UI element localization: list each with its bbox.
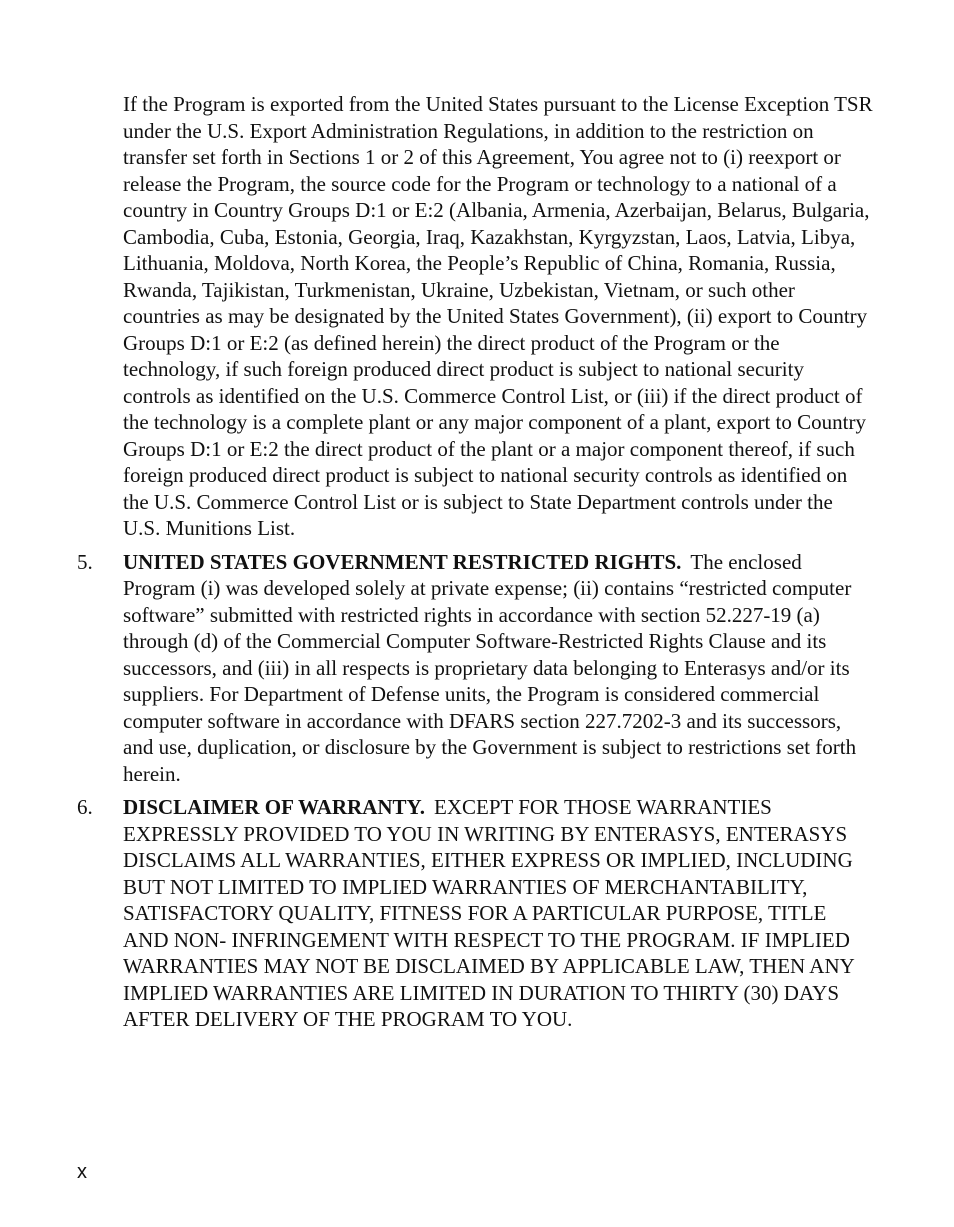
section-body: EXCEPT FOR THOSE WARRANTIES EXPRESSLY PROVIDED TO YOU IN WRITING BY ENTERASYS, ENTERASYS DISCLAIMS ALL WARRANTIES, EITHER EXPRESS OR IMPLIED, INCLUDING BUT NOT LIMITED TO IMPLIED WARRANTIES OF MERCHANTABILITY, SATISFACTORY QUALITY, FITNESS FOR A PARTICULAR PURPOSE, TITLE AND NON- INFRINGEMENT WITH RESPECT TO THE PROGRAM. IF IMPLIED WARRANTIES MAY NOT BE DISCLAIMED BY APPLICABLE LAW, THEN ANY IMPLIED WARRANTIES ARE LIMITED IN DURATION TO THIRTY (30) DAYS AFTER DELIVERY OF THE PROGRAM TO YOU.: [123, 795, 855, 1031]
section-heading: UNITED STATES GOVERNMENT RESTRICTED RIGHTS.: [123, 549, 682, 574]
section-6-disclaimer-of-warranty: [77, 794, 875, 1033]
page-number: x: [77, 1161, 87, 1183]
section-heading: DISCLAIMER OF WARRANTY.: [123, 795, 426, 819]
export-restrictions-paragraph: If the Program is exported from the United States pursuant to the License Exception TSR under the U.S. Export Administration Regulations, in addition to the restriction on transfer set forth in Sections 1 or 2 of this Agreement, You agree not to (i) reexport or release the Program, the source code for the Program or technology to a national of a country in Country Groups D:1 or E:2 (Albania, Armenia, Azerbaijan, Belarus, Bulgaria, Cambodia, Cuba, Estonia, Georgia, Iraq, Kazakhstan, Kyrgyzstan, Laos, Latvia, Libya, Lithuania, Moldova, North Korea, the People’s Republic of China, Romania, Russia, Rwanda, Tajikistan, Turkmenistan, Ukraine, Uzbekistan, Vietnam, or such other countries as may be designated by the United States Government), (ii) export to Country Groups D:1 or E:2 (as defined herein) the direct product of the Program or the technology, if such foreign produced direct product is subject to national security controls as identified on the U.S. Commerce Control List, or (iii) if the direct product of the technology is a complete plant or any major component of a plant, export to Country Groups D:1 or E:2 the direct product of the plant or a major component thereof, if such foreign produced direct product is subject to national security controls as identified on the U.S. Commerce Control List or is subject to State Department controls under the U.S. Munitions List.: [123, 92, 873, 540]
section-body: The enclosed Program (i) was developed solely at private expense; (ii) contains “restricted computer software” submitted with restricted rights in accordance with section 52.227-19 (a) through (d) of the Commercial Computer Software-Restricted Rights Clause and its successors, and (iii) in all respects is proprietary data belonging to Enterasys and/or its suppliers. For Department of Defense units, the Program is considered commercial computer software in accordance with DFARS section 227.7202-3 and its successors, and use, duplication, or disclosure by the Government is subject to restrictions set forth herein.: [123, 549, 857, 786]
document-page: [0, 70, 954, 1040]
section-number: 6.: [77, 795, 93, 819]
section-5-restricted-rights: [77, 549, 875, 788]
section-number: 5.: [77, 549, 93, 574]
